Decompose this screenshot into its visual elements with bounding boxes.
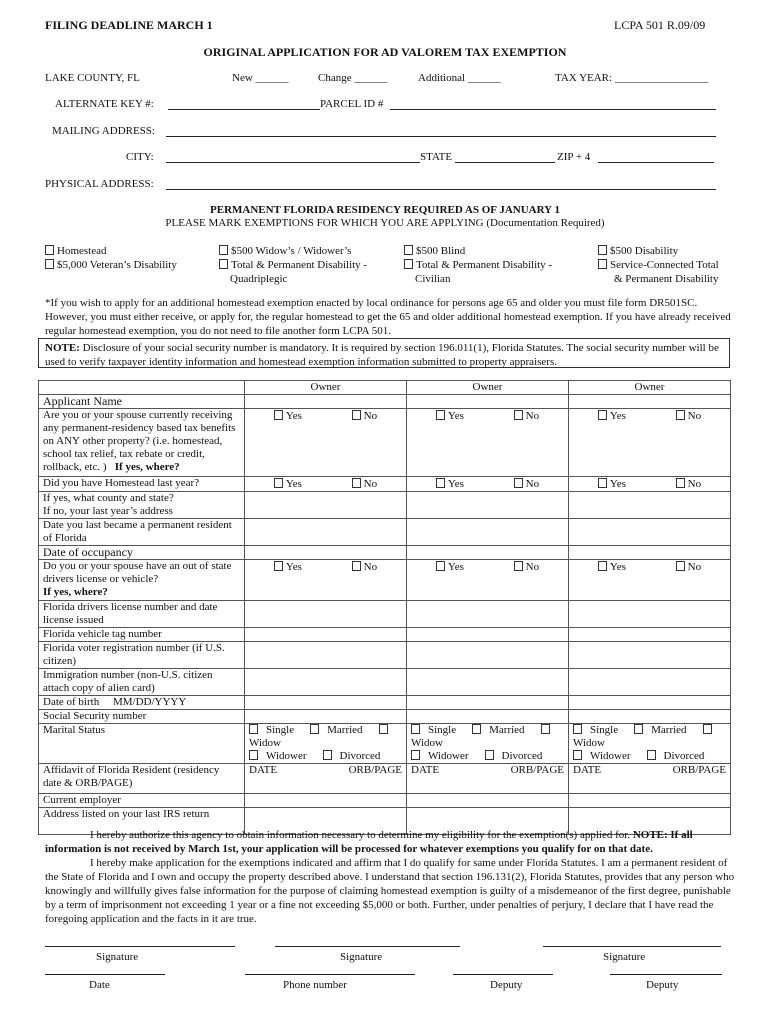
widower-option[interactable]: Widower xyxy=(411,750,477,762)
fl-license-label: Florida drivers license number and date license issued xyxy=(39,601,245,628)
yes-option[interactable]: Yes xyxy=(274,478,302,491)
parcel-id-label: PARCEL ID # xyxy=(320,98,384,110)
note-text: Disclosure of your social security number is mandatory. It is required by section 196.011(1), Florida Statutes. The social security number will be used to verify taxpayer identity information and homestead exemption information submitted to property appraisers. xyxy=(45,342,719,368)
affidavit-3[interactable]: DATE ORB/PAGE xyxy=(569,764,731,794)
residency-heading: PERMANENT FLORIDA RESIDENCY REQUIRED AS OF JANUARY 1 xyxy=(210,204,560,216)
became-resident-1[interactable] xyxy=(245,519,407,546)
divorced-option[interactable]: Divorced xyxy=(647,750,713,762)
ssn-2[interactable] xyxy=(407,710,569,724)
checkbox[interactable] xyxy=(45,259,54,269)
signature-label-1: Signature xyxy=(96,951,139,963)
physical-address-input[interactable] xyxy=(166,189,716,190)
receiving-answer-1 xyxy=(245,409,407,477)
no-option[interactable]: No xyxy=(352,561,377,574)
widower-option[interactable]: Widower xyxy=(249,750,315,762)
fl-tag-label: Florida vehicle tag number xyxy=(39,628,245,642)
additional-field[interactable]: Additional ______ xyxy=(418,72,501,84)
owner-header-3: Owner xyxy=(569,381,731,395)
owner-header-1: Owner xyxy=(245,381,407,395)
immigration-3[interactable] xyxy=(569,669,731,696)
fl-voter-3[interactable] xyxy=(569,642,731,669)
applicant-table xyxy=(38,380,731,835)
applicant-name-3[interactable] xyxy=(569,395,731,409)
became-resident-3[interactable] xyxy=(569,519,731,546)
yes-option[interactable]: Yes xyxy=(436,410,464,423)
license-question: Do you or your spouse have an out of state drivers license or vehicle? If yes, where? xyxy=(39,560,245,601)
exemption-service-label: & Permanent Disability xyxy=(614,273,719,285)
employer-3[interactable] xyxy=(569,794,731,808)
affirmation-paragraph: I hereby make application for the exemptions indicated and affirm that I do qualify for same under Florida Statutes. I am a permanent resident of the State of Florida and I own and occupy the property described above. I understand that section 196.131(2), Florida Statutes, provides that any person who knowingly and willfully gives false information for the purpose of claiming homestead exemption is guilty of a misdemeanor of the first degree, punishable by a term of imprisonment not exceeding 1 year or a fine not exceeding $5,000 or both. Further, under penalties of perjury, I declare that I have read the foregoing application and the facts in it are true. xyxy=(45,857,735,925)
residency-subheading: PLEASE MARK EXEMPTIONS FOR WHICH YOU ARE APPLYING (Documentation Required) xyxy=(165,217,605,229)
zip-input[interactable] xyxy=(598,162,714,163)
homestead-answer-3 xyxy=(569,477,731,492)
county-state-2[interactable] xyxy=(407,492,569,519)
ssn-note xyxy=(38,338,730,368)
widow-option[interactable]: Widow xyxy=(573,724,720,749)
marital-options-1 xyxy=(245,724,407,764)
no-option[interactable]: No xyxy=(676,478,701,491)
marital-label: Marital Status xyxy=(39,724,245,764)
no-option[interactable]: No xyxy=(352,478,377,491)
exemption-homestead[interactable]: Homestead xyxy=(45,245,106,257)
city-label: CITY: xyxy=(126,151,154,163)
new-field[interactable]: New ______ xyxy=(232,72,289,84)
deputy-label-1: Deputy xyxy=(490,979,523,991)
mailing-address-input[interactable] xyxy=(166,136,716,137)
exemption-veteran[interactable]: $5,000 Veteran’s Disability xyxy=(45,259,177,271)
checkbox[interactable] xyxy=(598,259,607,269)
note-label: NOTE: xyxy=(45,342,80,354)
city-input[interactable] xyxy=(166,162,420,163)
fl-license-3[interactable] xyxy=(569,601,731,628)
fl-license-2[interactable] xyxy=(407,601,569,628)
authorization-paragraph: I hereby authorize this agency to obtain information necessary to determine my eligibility for the exemption(s) applied for. NOTE: If all information is not received by March 1st, your application will be processed for whatever exemptions you qualify for on that date. xyxy=(45,829,693,855)
divorced-option[interactable]: Divorced xyxy=(323,750,389,762)
fl-voter-1[interactable] xyxy=(245,642,407,669)
single-option[interactable]: Single xyxy=(411,724,464,736)
checkbox[interactable] xyxy=(404,245,413,255)
date-label: Date xyxy=(89,979,110,991)
license-answer-1 xyxy=(245,560,407,601)
single-option[interactable]: Single xyxy=(573,724,626,736)
date-line[interactable] xyxy=(45,974,165,975)
parcel-id-input[interactable] xyxy=(390,109,716,110)
county-state-3[interactable] xyxy=(569,492,731,519)
affidavit-label: Affidavit of Florida Resident (residency date & ORB/PAGE) xyxy=(39,764,245,794)
checkbox[interactable] xyxy=(598,245,607,255)
affidavit-2[interactable]: DATE ORB/PAGE xyxy=(407,764,569,794)
phone-label: Phone number xyxy=(283,979,347,991)
exemption-disability[interactable]: $500 Disability xyxy=(598,245,678,257)
filing-deadline: FILING DEADLINE MARCH 1 xyxy=(45,18,213,32)
no-option[interactable]: No xyxy=(676,561,701,574)
signature-line-1[interactable] xyxy=(45,946,235,947)
married-option[interactable]: Married xyxy=(310,724,370,736)
employer-2[interactable] xyxy=(407,794,569,808)
widow-option[interactable]: Widow xyxy=(249,724,396,749)
mailing-address-label: MAILING ADDRESS: xyxy=(52,125,155,137)
yes-option[interactable]: Yes xyxy=(598,410,626,423)
receiving-answer-2 xyxy=(407,409,569,477)
checkbox[interactable] xyxy=(45,245,54,255)
yes-option[interactable]: Yes xyxy=(598,561,626,574)
exemption-quad-label: Quadriplegic xyxy=(230,273,288,285)
dob-1[interactable] xyxy=(245,696,407,710)
occupancy-1[interactable] xyxy=(245,546,407,560)
fl-tag-3[interactable] xyxy=(569,628,731,642)
no-option[interactable]: No xyxy=(514,561,539,574)
ssn-3[interactable] xyxy=(569,710,731,724)
ssn-label: Social Security number xyxy=(39,710,245,724)
exemption-service-connected[interactable]: Service-Connected Total xyxy=(598,259,719,271)
yes-option[interactable]: Yes xyxy=(436,478,464,491)
applicant-name-2[interactable] xyxy=(407,395,569,409)
zip-label: ZIP + 4 xyxy=(557,151,591,163)
ssn-1[interactable] xyxy=(245,710,407,724)
yes-option[interactable]: Yes xyxy=(598,478,626,491)
no-option[interactable]: No xyxy=(514,410,539,423)
county-state-label: If yes, what county and state? If no, your last year’s address xyxy=(39,492,245,519)
signature-line-3[interactable] xyxy=(543,946,721,947)
exemption-widow[interactable]: $500 Widow’s / Widower’s xyxy=(219,245,351,257)
receiving-answer-3 xyxy=(569,409,731,477)
additional-homestead-paragraph: *If you wish to apply for an additional homestead exemption enacted by local ordinance for persons age 65 and older you must file form DR501SC. However, you must either receive, or apply for, the regular homestead to get the 65 and older additional homestead exemption. If you have already received regular homestead exemption, you do not need to file another form LCPA 501. xyxy=(45,297,731,337)
dob-3[interactable] xyxy=(569,696,731,710)
physical-address-label: PHYSICAL ADDRESS: xyxy=(45,178,154,190)
county: LAKE COUNTY, FL xyxy=(45,72,140,84)
married-option[interactable]: Married xyxy=(634,724,694,736)
header-blank xyxy=(39,381,245,395)
signature-label-2: Signature xyxy=(340,951,383,963)
married-option[interactable]: Married xyxy=(472,724,532,736)
employer-1[interactable] xyxy=(245,794,407,808)
fl-tag-1[interactable] xyxy=(245,628,407,642)
fl-license-1[interactable] xyxy=(245,601,407,628)
yes-option[interactable]: Yes xyxy=(436,561,464,574)
affidavit-1[interactable]: DATE ORB/PAGE xyxy=(245,764,407,794)
license-answer-2 xyxy=(407,560,569,601)
divorced-option[interactable]: Divorced xyxy=(485,750,551,762)
change-field[interactable]: Change ______ xyxy=(318,72,388,84)
employer-label: Current employer xyxy=(39,794,245,808)
exemption-total-quad[interactable]: Total & Permanent Disability - xyxy=(219,259,367,271)
no-option[interactable]: No xyxy=(514,478,539,491)
fl-voter-2[interactable] xyxy=(407,642,569,669)
tax-year-field[interactable]: TAX YEAR: _________________ xyxy=(555,72,709,84)
immigration-2[interactable] xyxy=(407,669,569,696)
receiving-question: Are you or your spouse currently receiving any permanent-residency based tax benefits on ANY other property? (i.e. homestead, school tax relief, tax rebate or credit, rollback, etc. ) If yes, where? xyxy=(39,409,245,477)
became-resident-label: Date you last became a permanent resident of Florida xyxy=(39,519,245,546)
dob-label: Date of birth MM/DD/YYYY xyxy=(39,696,245,710)
signature-line-2[interactable] xyxy=(275,946,460,947)
state-input[interactable] xyxy=(455,162,555,163)
applicant-name-1[interactable] xyxy=(245,395,407,409)
checkbox[interactable] xyxy=(404,259,413,269)
state-label: STATE xyxy=(420,151,453,163)
deputy-line-2[interactable] xyxy=(610,974,722,975)
marital-options-2 xyxy=(407,724,569,764)
occupancy-2[interactable] xyxy=(407,546,569,560)
deputy-line-1[interactable] xyxy=(453,974,553,975)
fl-tag-2[interactable] xyxy=(407,628,569,642)
owner-header-2: Owner xyxy=(407,381,569,395)
exemption-civilian-label: Civilian xyxy=(415,273,451,285)
homestead-answer-2 xyxy=(407,477,569,492)
occupancy-3[interactable] xyxy=(569,546,731,560)
became-resident-2[interactable] xyxy=(407,519,569,546)
yes-option[interactable]: Yes xyxy=(274,561,302,574)
signature-label-3: Signature xyxy=(603,951,646,963)
no-option[interactable]: No xyxy=(676,410,701,423)
alternate-key-input[interactable] xyxy=(168,109,320,110)
immigration-label: Immigration number (non-U.S. citizen attach copy of alien card) xyxy=(39,669,245,696)
yes-option[interactable]: Yes xyxy=(274,410,302,423)
checkbox[interactable] xyxy=(219,259,228,269)
no-option[interactable]: No xyxy=(352,410,377,423)
license-answer-3 xyxy=(569,560,731,601)
homestead-last-year-label: Did you have Homestead last year? xyxy=(39,477,245,492)
fl-voter-label: Florida voter registration number (if U.S. citizen) xyxy=(39,642,245,669)
form-id: LCPA 501 R.09/09 xyxy=(614,18,706,32)
alternate-key-label: ALTERNATE KEY #: xyxy=(55,98,154,110)
widow-option[interactable]: Widow xyxy=(411,724,558,749)
exemption-blind[interactable]: $500 Blind xyxy=(404,245,465,257)
exemption-total-civilian[interactable]: Total & Permanent Disability - xyxy=(404,259,552,271)
marital-options-3 xyxy=(569,724,731,764)
phone-line[interactable] xyxy=(245,974,415,975)
single-option[interactable]: Single xyxy=(249,724,302,736)
applicant-name-label: Applicant Name xyxy=(39,395,245,409)
homestead-answer-1 xyxy=(245,477,407,492)
occupancy-label: Date of occupancy xyxy=(39,546,245,560)
widower-option[interactable]: Widower xyxy=(573,750,639,762)
deputy-label-2: Deputy xyxy=(646,979,679,991)
county-state-1[interactable] xyxy=(245,492,407,519)
checkbox[interactable] xyxy=(219,245,228,255)
form-title: ORIGINAL APPLICATION FOR AD VALOREM TAX EXEMPTION xyxy=(203,45,567,59)
dob-2[interactable] xyxy=(407,696,569,710)
irs-address-label: Address listed on your last IRS return xyxy=(39,808,245,835)
immigration-1[interactable] xyxy=(245,669,407,696)
